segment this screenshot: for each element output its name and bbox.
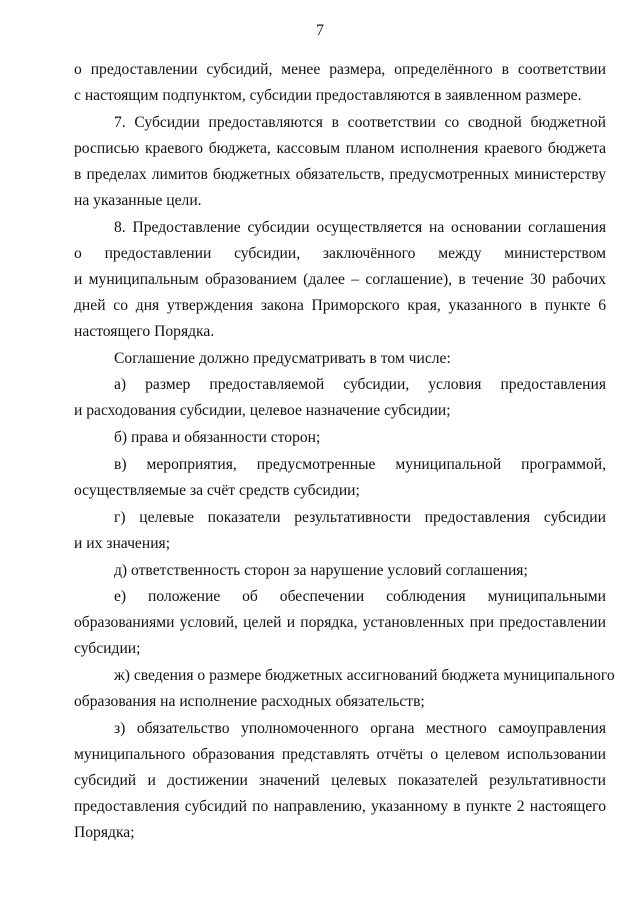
- text-line: о предоставлении субсидий, менее размера, определённого в соответствии: [74, 61, 606, 78]
- text-line: предоставления субсидий по направлению, указанному в пункте 2 настоящего: [74, 798, 606, 815]
- text-line: и муниципальным образованием (далее – соглашение), в течение 30 рабочих: [74, 271, 606, 288]
- list-item-b: б) права и обязанности сторон;: [114, 429, 321, 446]
- text-line: и расходования субсидии, целевое назначение субсидии;: [74, 402, 451, 419]
- page-number: 7: [316, 22, 324, 39]
- text-line: осуществляемые за счёт средств субсидии;: [74, 482, 360, 499]
- list-item-z: з) обязательство уполномоченного органа местного самоуправления: [114, 720, 606, 737]
- paragraph-7-start: 7. Субсидии предоставляются в соответствии со сводной бюджетной: [114, 114, 606, 131]
- text-line: дней со дня утверждения закона Приморского края, указанного в пункте 6: [74, 297, 606, 314]
- text-line: субсидии;: [74, 640, 141, 657]
- list-item-a: а) размер предоставляемой субсидии, условия предоставления: [114, 376, 606, 393]
- list-item-d: д) ответственность сторон за нарушение условий соглашения;: [114, 562, 528, 579]
- list-item-g: г) целевые показатели результативности предоставления субсидии: [114, 509, 606, 526]
- text-line: настоящего Порядка.: [74, 323, 215, 340]
- list-item-v: в) мероприятия, предусмотренные муниципальной программой,: [114, 456, 606, 473]
- text-line: образованиями условий, целей и порядка, установленных при предоставлении: [74, 614, 606, 631]
- list-item-zh: ж) сведения о размере бюджетных ассигнований бюджета муниципального: [114, 667, 615, 684]
- text-line: образования на исполнение расходных обязательств;: [74, 693, 425, 710]
- agreement-intro: Соглашение должно предусматривать в том числе:: [114, 350, 451, 367]
- text-line: с настоящим подпунктом, субсидии предоставляются в заявленном размере.: [74, 87, 582, 104]
- list-item-e: е) положение об обеспечении соблюдения муниципальными: [114, 588, 606, 605]
- text-line: и их значения;: [74, 535, 171, 552]
- text-line: на указанные цели.: [74, 192, 202, 209]
- paragraph-8-start: 8. Предоставление субсидии осуществляется на основании соглашения: [114, 219, 606, 236]
- text-line: субсидий и достижении значений целевых показателей результативности: [74, 772, 606, 789]
- text-line: муниципального образования представлять отчёты о целевом использовании: [74, 746, 606, 763]
- text-line: о предоставлении субсидии, заключённого между министерством: [74, 245, 606, 262]
- text-line: Порядка;: [74, 824, 135, 841]
- text-line: в пределах лимитов бюджетных обязательств, предусмотренных министерству: [74, 166, 606, 183]
- text-line: росписью краевого бюджета, кассовым планом исполнения краевого бюджета: [74, 140, 606, 157]
